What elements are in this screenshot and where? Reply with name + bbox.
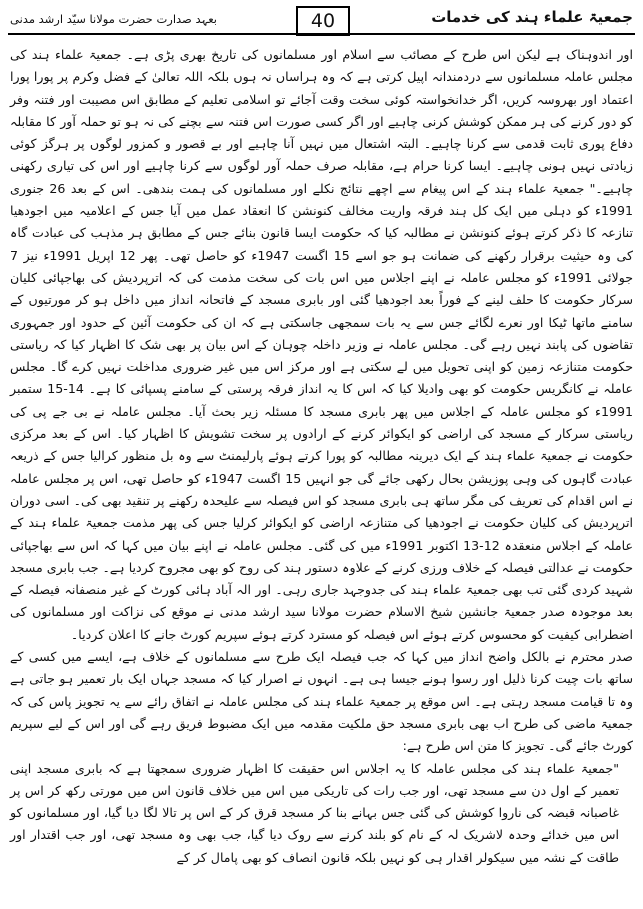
page-header	[8, 6, 635, 40]
page-number: 40	[296, 6, 350, 36]
journal-title: جمعیۃ علماء ہند کی خدمات	[431, 8, 633, 26]
paragraph-1: اور اندوہناک ہے لیکن اس طرح کے مصائب سے اسلام اور مسلمانوں کی تاریخ بھری پڑی ہے۔ جمعیۃ علماء ہند کی مجلس عاملہ مسلمانوں سے دردمندانہ اپیل کرتی ہے کہ وہ ہراساں نہ ہوں بلکہ اللہ تعالیٰ کے فضل وکرم پر پورا پورا اعتماد اور بھروسہ کریں، اگر خدانخواستہ کوئی سخت وقت آجائے تو اسلامی تعلیم کے مطابق اس مصیبت اور فتنہ وفر کو دور کرنے کی ہر ممکن کوشش کرنی چاہیے اور اگر کسی صورت اس فتنہ سے بچنے کی نہ ہو تو حملہ آور کا مقابلہ دفاع پوری ثابت قدمی سے کرنا چاہیے۔ البتہ اشتعال میں نہیں آنا چاہیے اور بے قصور و کمزور لوگوں پر ہرگز کوئی زیادتی نہیں ہونی چاہیے۔ ایسا کرنا حرام ہے، مقابلہ صرف حملہ آور لوگوں سے کرنا چاہیے اور اس کی تیاری رکھنی چاہیے۔" جمعیۃ علماء ہند کے اس پیغام سے اچھے نتائج نکلے اور مسلمانوں کی ہمت بندھی۔ اس کے بعد 26 جنوری 1991ء کو دہلی میں ایک کل ہند فرقہ واریت مخالف کنونشن کا انعقاد عمل میں آیا جس کے اعلامیہ میں اجودھیا تنازعہ کا ذکر کرتے ہوئے کنونشن نے مطالبہ کیا کہ حکومت ایسا قانون بنائے جس کے مطابق ہر مذہب کی عبادت گاہ کی وہ حیثیت برقرار رکھنے کی ضمانت ہو جو اسے 15 اگست 1947ء کو حاصل تھی۔ پھر 12 اپریل 1991ء نیز 7 جولائی 1991ء کو مجلس عاملہ نے اپنے اجلاس میں اس بات کی سخت مذمت کی کہ اترپردیش کی بھاجپائی کلیان سرکار حکومت کا حلف لینے کے فوراً بعد اجودھیا گئی اور بابری مسجد کے فاتحانہ انداز میں داخل ہو کر مورتیوں کے سامنے ماتھا ٹیکا اور نعرے لگائے جس سے یہ بات سمجھی جاسکتی ہے کہ ان کی حکومت آئین کے حدود اور جمہوری تقاضوں کی پابند نہیں رہے گی۔ مجلس عاملہ نے وزیر داخلہ چوہان کے اس بیان پر بھی شک کا اظہار کیا کہ ریاستی حکومت متنازعہ زمین کو اپنی تحویل میں لے سکتی ہے اور مرکز اس میں غیر ضروری مداخلت نہیں کرے گا۔ مجلس عاملہ نے کانگریس حکومت کو بھی وادیلا کیا کہ اس کا یہ انداز فرقہ پرستی کے سامنے پسپائی کا ہے۔ 14-15 ستمبر 1991ء کو مجلس عاملہ کے اجلاس میں پھر بابری مسجد کا مسئلہ زیر بحث آیا۔ مجلس عاملہ نے بی جے پی کی ریاستی سرکار کے مسجد کی اراضی کو ایکوائر کرنے کے ارادوں پر سخت تشویش کا اظہار کیا۔ اس کے بعد مرکزی حکومت نے جمعیۃ علماء ہند کے ایک دیرینہ مطالبہ کو پورا کرتے ہوئے پارلیمنٹ سے وہ بل منظور کرالیا جس کے ذریعہ عبادت گاہوں کی وہی پوزیشن بحال رکھی جائے گی جو انہیں 15 اگست 1947ء کو حاصل تھی، اس پر مجلس عاملہ نے اس اقدام کی تعریف کی مگر ساتھ ہی بابری مسجد کو اس فیصلہ سے علیحدہ رکھنے پر تنقید بھی کی۔ اسی دوران اترپردیش کی کلیان حکومت نے اجودھیا کی متنازعہ اراضی کو ایکوائر کرلیا جس کی پھر مذمت جمعیۃ علماء ہند کے عاملہ کے اجلاس منعقدہ 12-13 اکتوبر 1991ء میں کی گئی۔ مجلس عاملہ نے اپنے بیان میں کہا کہ اس سے بھاجپائی حکومت نے عدالتی فیصلہ کے خلاف ورزی کرنے کے علاوہ دستور ہند کی روح کو بھی مجروح کردیا ہے۔ جب بابری مسجد شہید کردی گئی تب بھی جمعیۃ علماء ہند کی جدوجہد جاری رہی۔ اور الہ آباد ہائی کورٹ کے غیر منصفانہ فیصلہ کے بعد موجودہ صدر جمعیۃ جانشین شیخ الاسلام حضرت مولانا سید ارشد مدنی نے موقع کی نزاکت اور مسلمانوں کی اضطرابی کیفیت کو محسوس کرتے ہوئے اس فیصلہ کو مسترد کرتے ہوئے سپریم کورٹ جانے کا اعلان کردیا۔	[10, 47, 633, 642]
header-subtitle: بعہد صدارت حضرت مولانا سیّد ارشد مدنی	[10, 12, 217, 26]
resolution-quote: "جمعیۃ علماء ہند کی مجلس عاملہ کا یہ اجلاس اس حقیقت کا اظہار ضروری سمجھتا ہے کہ بابری مسجد اپنی تعمیر کے اول دن سے مسجد تھی، اور جب رات کی تاریکی میں اس میں خلاف قانون اس میں مورتی رکھ کر اس پر غاصبانہ قبضہ کی ناروا کوشش کی گئی جس بہانے بنا کر مسجد قرق کر کے اس پر تالا لگا دیا گیا، اور مسلمانوں کو اس میں خدائے وحدہ لاشریک لہ کے نام کو بلند کرنے سے روک دیا گیا، جب بھی وہ مسجد تھی، اور جب اقتدار اور طاقت کے نشہ میں سیکولر اقدار ہی کو نہیں بلکہ قانون انصاف کو بھی پامال کر کے	[10, 760, 619, 865]
paragraph-2: صدر محترم نے بالکل واضح انداز میں کہا کہ جب فیصلہ ایک طرح سے مسلمانوں کے خلاف ہے، ایسے میں کسی کے ساتھ بات چیت کرنا ذلیل اور رسوا ہونے جیسا ہی ہے۔ انہوں نے اصرار کیا کہ مسجد جہاں ایک بار تعمیر ہو جاتی ہے وہ تا قیامت مسجد رہتی ہے۔ اس موقع پر جمعیۃ علماء ہند کی مجلس عاملہ نے اتفاق رائے سے یہ تجویز پاس کی کہ جمعیۃ ماضی کی طرح اب بھی بابری مسجد حق ملکیت مقدمہ میں ایک مضبوط فریق رہے گی اور اس کے لیے سپریم کورٹ جائے گی۔ تجویز کا متن اس طرح ہے:	[10, 649, 633, 754]
article-body	[10, 44, 633, 869]
header-rule	[8, 33, 635, 35]
